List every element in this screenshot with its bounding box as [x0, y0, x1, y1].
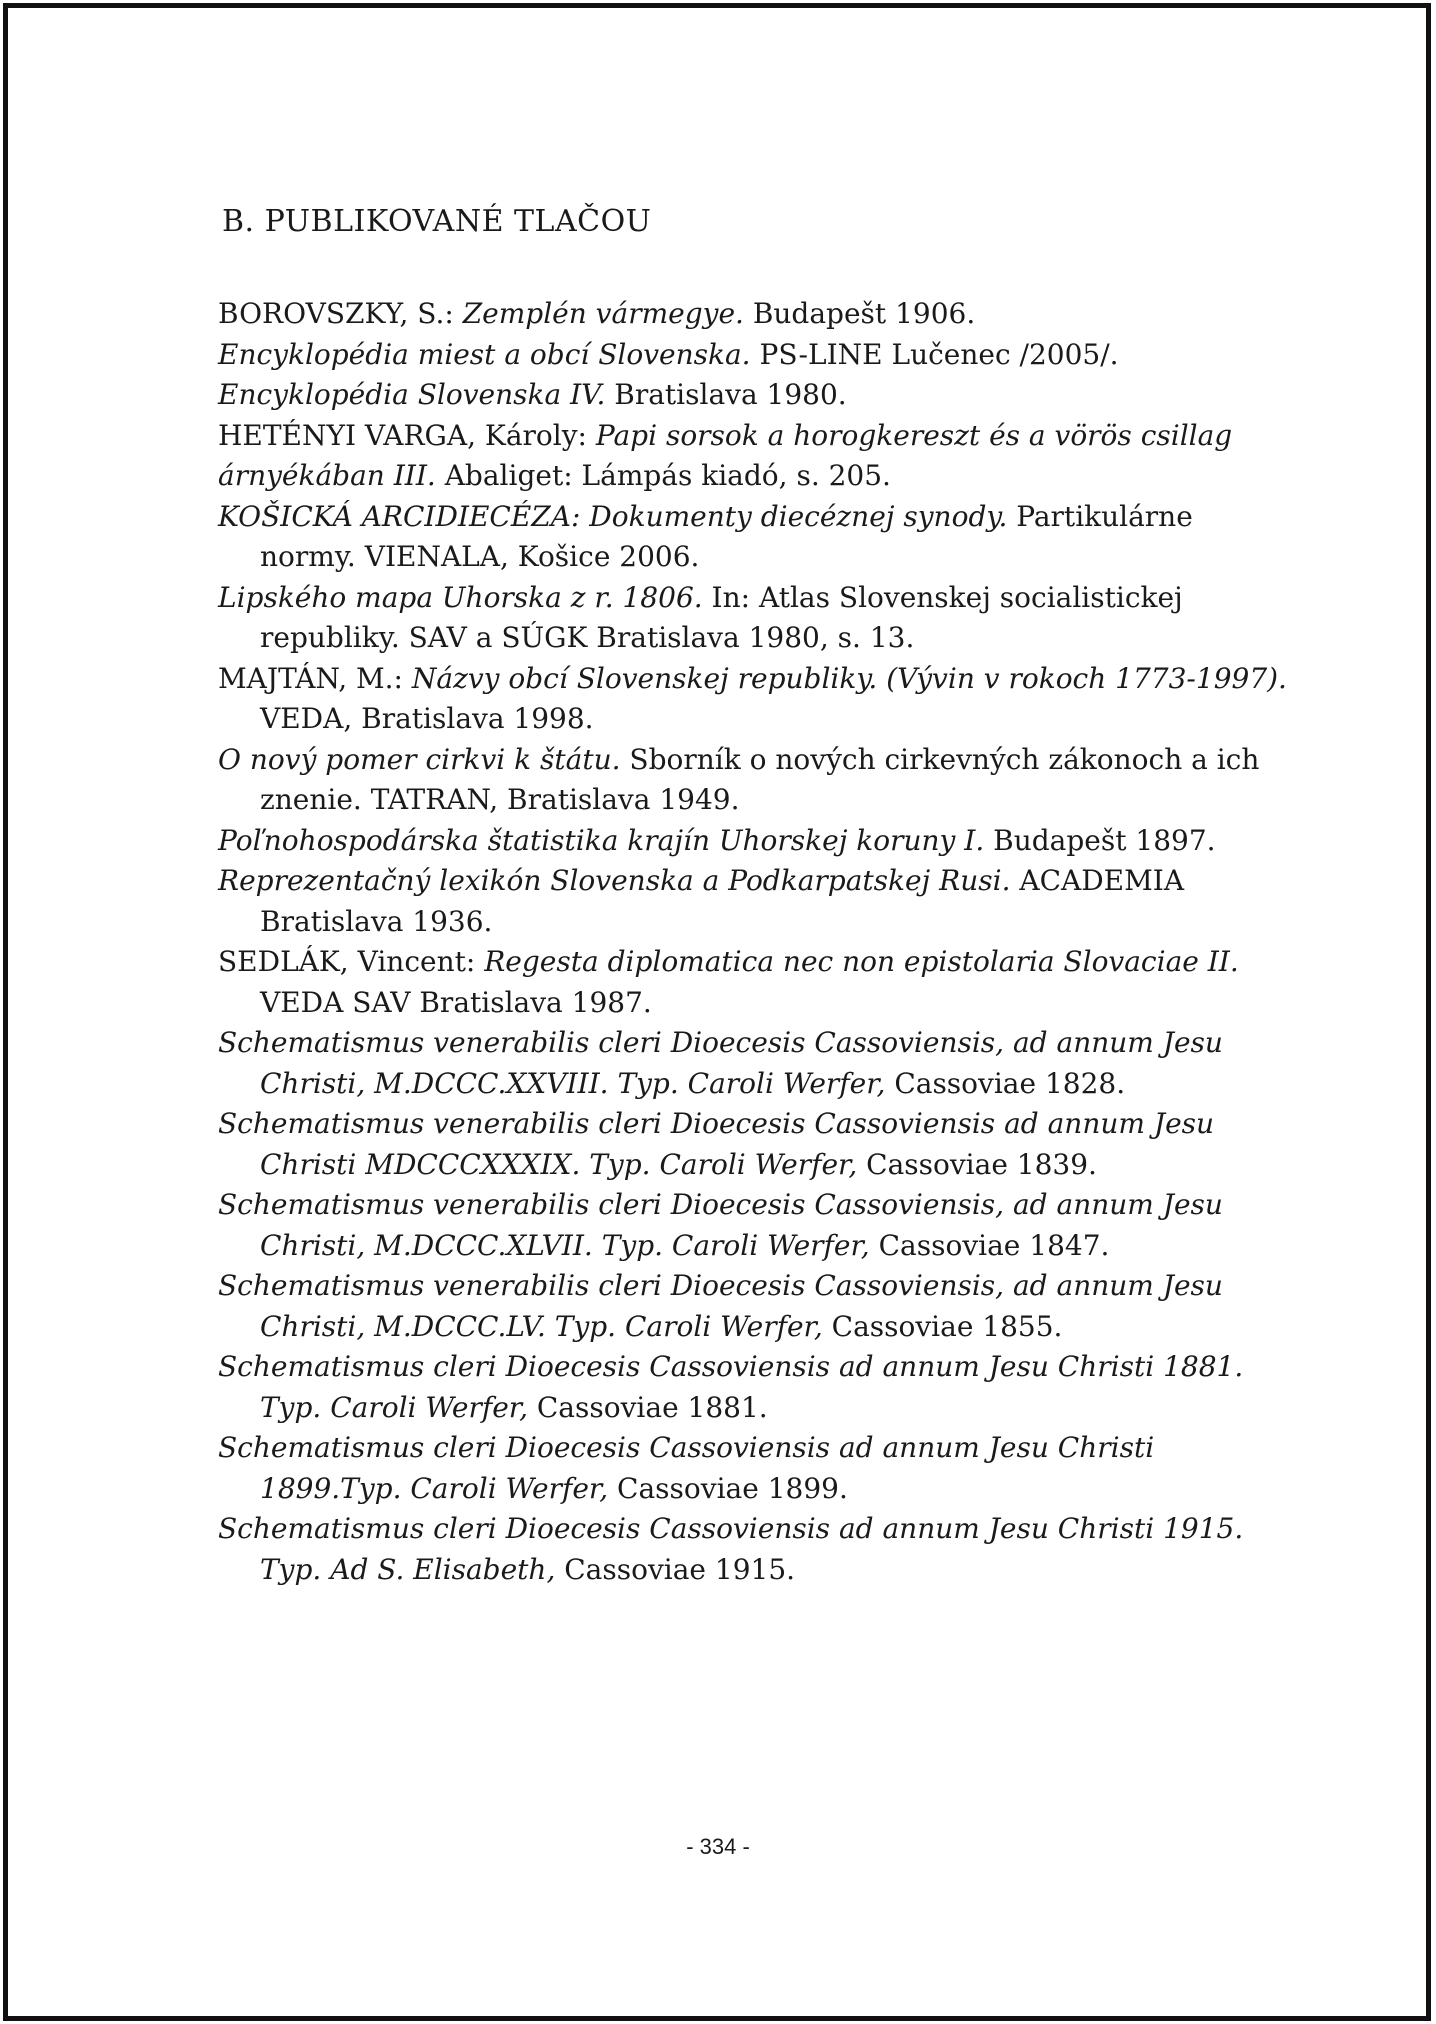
entry-title-text: Schematismus venerabilis cleri Dioecesis Cassoviensis, ad annum Jesu Christi, M.DCCC.XLVII. Typ. Caroli Werfer,: [218, 1188, 1223, 1262]
entry-text: MAJTÁN, M.:: [218, 661, 412, 695]
bibliography-list: [218, 294, 1288, 1590]
entry-title-text: Reprezentačný lexikón Slovenska a Podkarpatskej Rusi.: [218, 864, 1011, 897]
bibliography-entry: [218, 821, 1288, 862]
entry-text: SEDLÁK, Vincent:: [218, 945, 485, 978]
bibliography-entry: [218, 1509, 1288, 1590]
entry-text: Cassoviae 1828.: [885, 1066, 1126, 1100]
bibliography-entry: [218, 1266, 1288, 1347]
bibliography-entry: [218, 861, 1288, 942]
entry-text: Cassoviae 1881.: [527, 1390, 768, 1424]
entry-text: ACADEMIA Bratislava 1936.: [260, 864, 1185, 938]
entry-title-text: Schematismus cleri Dioecesis Cassoviensis ad annum Jesu Christi 1881. Typ. Caroli Werfer,: [218, 1350, 1244, 1424]
entry-title-text: Schematismus cleri Dioecesis Cassoviensis ad annum Jesu Christi 1899.Typ. Caroli Werfer,: [218, 1431, 1155, 1505]
entry-title-text: O nový pomer cirkvi k štátu.: [218, 742, 621, 776]
entry-title-text: Názvy obcí Slovenskej republiky. (Vývin v rokoch 1773-1997).: [411, 661, 1287, 695]
entry-text: Sborník o nových cirkevných zákonoch a ich znenie. TATRAN, Bratislava 1949.: [260, 742, 1260, 816]
entry-text: In: Atlas Slovenskej socialistickej republiky. SAV a SÚGK Bratislava 1980, s. 13.: [260, 580, 1183, 654]
entry-text: Cassoviae 1847.: [869, 1228, 1110, 1262]
entry-text: Cassoviae 1899.: [608, 1471, 848, 1505]
bibliography-entry: [218, 375, 1288, 416]
entry-title-text: Encyklopédia miest a obcí Slovenska.: [218, 337, 751, 371]
entry-text: HETÉNYI VARGA, Károly:: [218, 418, 596, 452]
entry-text: VEDA, Bratislava 1998.: [260, 702, 594, 735]
bibliography-entry: [218, 659, 1288, 740]
entry-text: Cassoviae 1855.: [822, 1309, 1063, 1343]
bibliography-entry: [218, 578, 1288, 659]
entry-text: Bratislava 1980.: [605, 378, 847, 411]
entry-title-text: Schematismus venerabilis cleri Dioecesis Cassoviensis ad annum Jesu Christi MDCCCXXXIX. Typ. Caroli Werfer,: [218, 1107, 1215, 1181]
entry-text: Abaliget: Lámpás kiadó, s. 205.: [435, 459, 891, 492]
entry-text: Partikulárne normy. VIENALA, Košice 2006.: [260, 499, 1193, 573]
entry-text: Budapešt 1897.: [984, 823, 1216, 857]
bibliography-entry: [218, 1347, 1288, 1428]
bibliography-entry: [218, 740, 1288, 821]
entry-title-text: Papi sorsok a horogkereszt és a vörös csillag árnyékában III.: [218, 418, 1233, 492]
bibliography-entry: [218, 1104, 1288, 1185]
bibliography-entry: [218, 1185, 1288, 1266]
bibliography-entry: [218, 942, 1288, 1023]
entry-title-text: Schematismus venerabilis cleri Dioecesis Cassoviensis, ad annum Jesu Christi, M.DCCC.XXVIII. Typ. Caroli Werfer,: [218, 1026, 1223, 1100]
entry-title-text: Regesta diplomatica nec non epistolaria Slovaciae II.: [484, 945, 1239, 978]
bibliography-entry: [218, 497, 1288, 578]
entry-text: Cassoviae 1915.: [555, 1552, 796, 1586]
page-number: - 334 -: [686, 1834, 750, 1859]
section-heading: B. PUBLIKOVANÉ TLAČOU: [222, 204, 652, 239]
bibliography-entry: [218, 416, 1288, 497]
bibliography-entry: [218, 1428, 1288, 1509]
bibliography-entry: [218, 335, 1288, 376]
bibliography-entry: [218, 294, 1288, 335]
entry-title-text: Lipského mapa Uhorska z r. 1806.: [218, 580, 703, 614]
entry-text: PS-LINE Lučenec /2005/.: [750, 337, 1119, 371]
entry-title-text: Poľnohospodárska štatistika krajín Uhorskej koruny I.: [218, 823, 985, 857]
entry-title-text: KOŠICKÁ ARCIDIECÉZA: Dokumenty diecéznej synody.: [218, 499, 1008, 533]
bibliography-entry: [218, 1023, 1288, 1104]
entry-title-text: Zemplén vármegye.: [462, 297, 744, 330]
entry-title-text: Schematismus cleri Dioecesis Cassoviensis ad annum Jesu Christi 1915. Typ. Ad S. Elisabeth,: [218, 1512, 1244, 1586]
entry-text: BOROVSZKY, S.:: [218, 297, 463, 330]
entry-title-text: Schematismus venerabilis cleri Dioecesis Cassoviensis, ad annum Jesu Christi, M.DCCC.LV. Typ. Caroli Werfer,: [218, 1269, 1223, 1343]
entry-text: Cassoviae 1839.: [857, 1147, 1097, 1181]
entry-text: VEDA SAV Bratislava 1987.: [260, 985, 652, 1019]
entry-title-text: Encyklopédia Slovenska IV.: [218, 378, 606, 411]
bibliography-section: [218, 196, 1288, 1590]
entry-text: Budapešt 1906.: [743, 297, 976, 330]
